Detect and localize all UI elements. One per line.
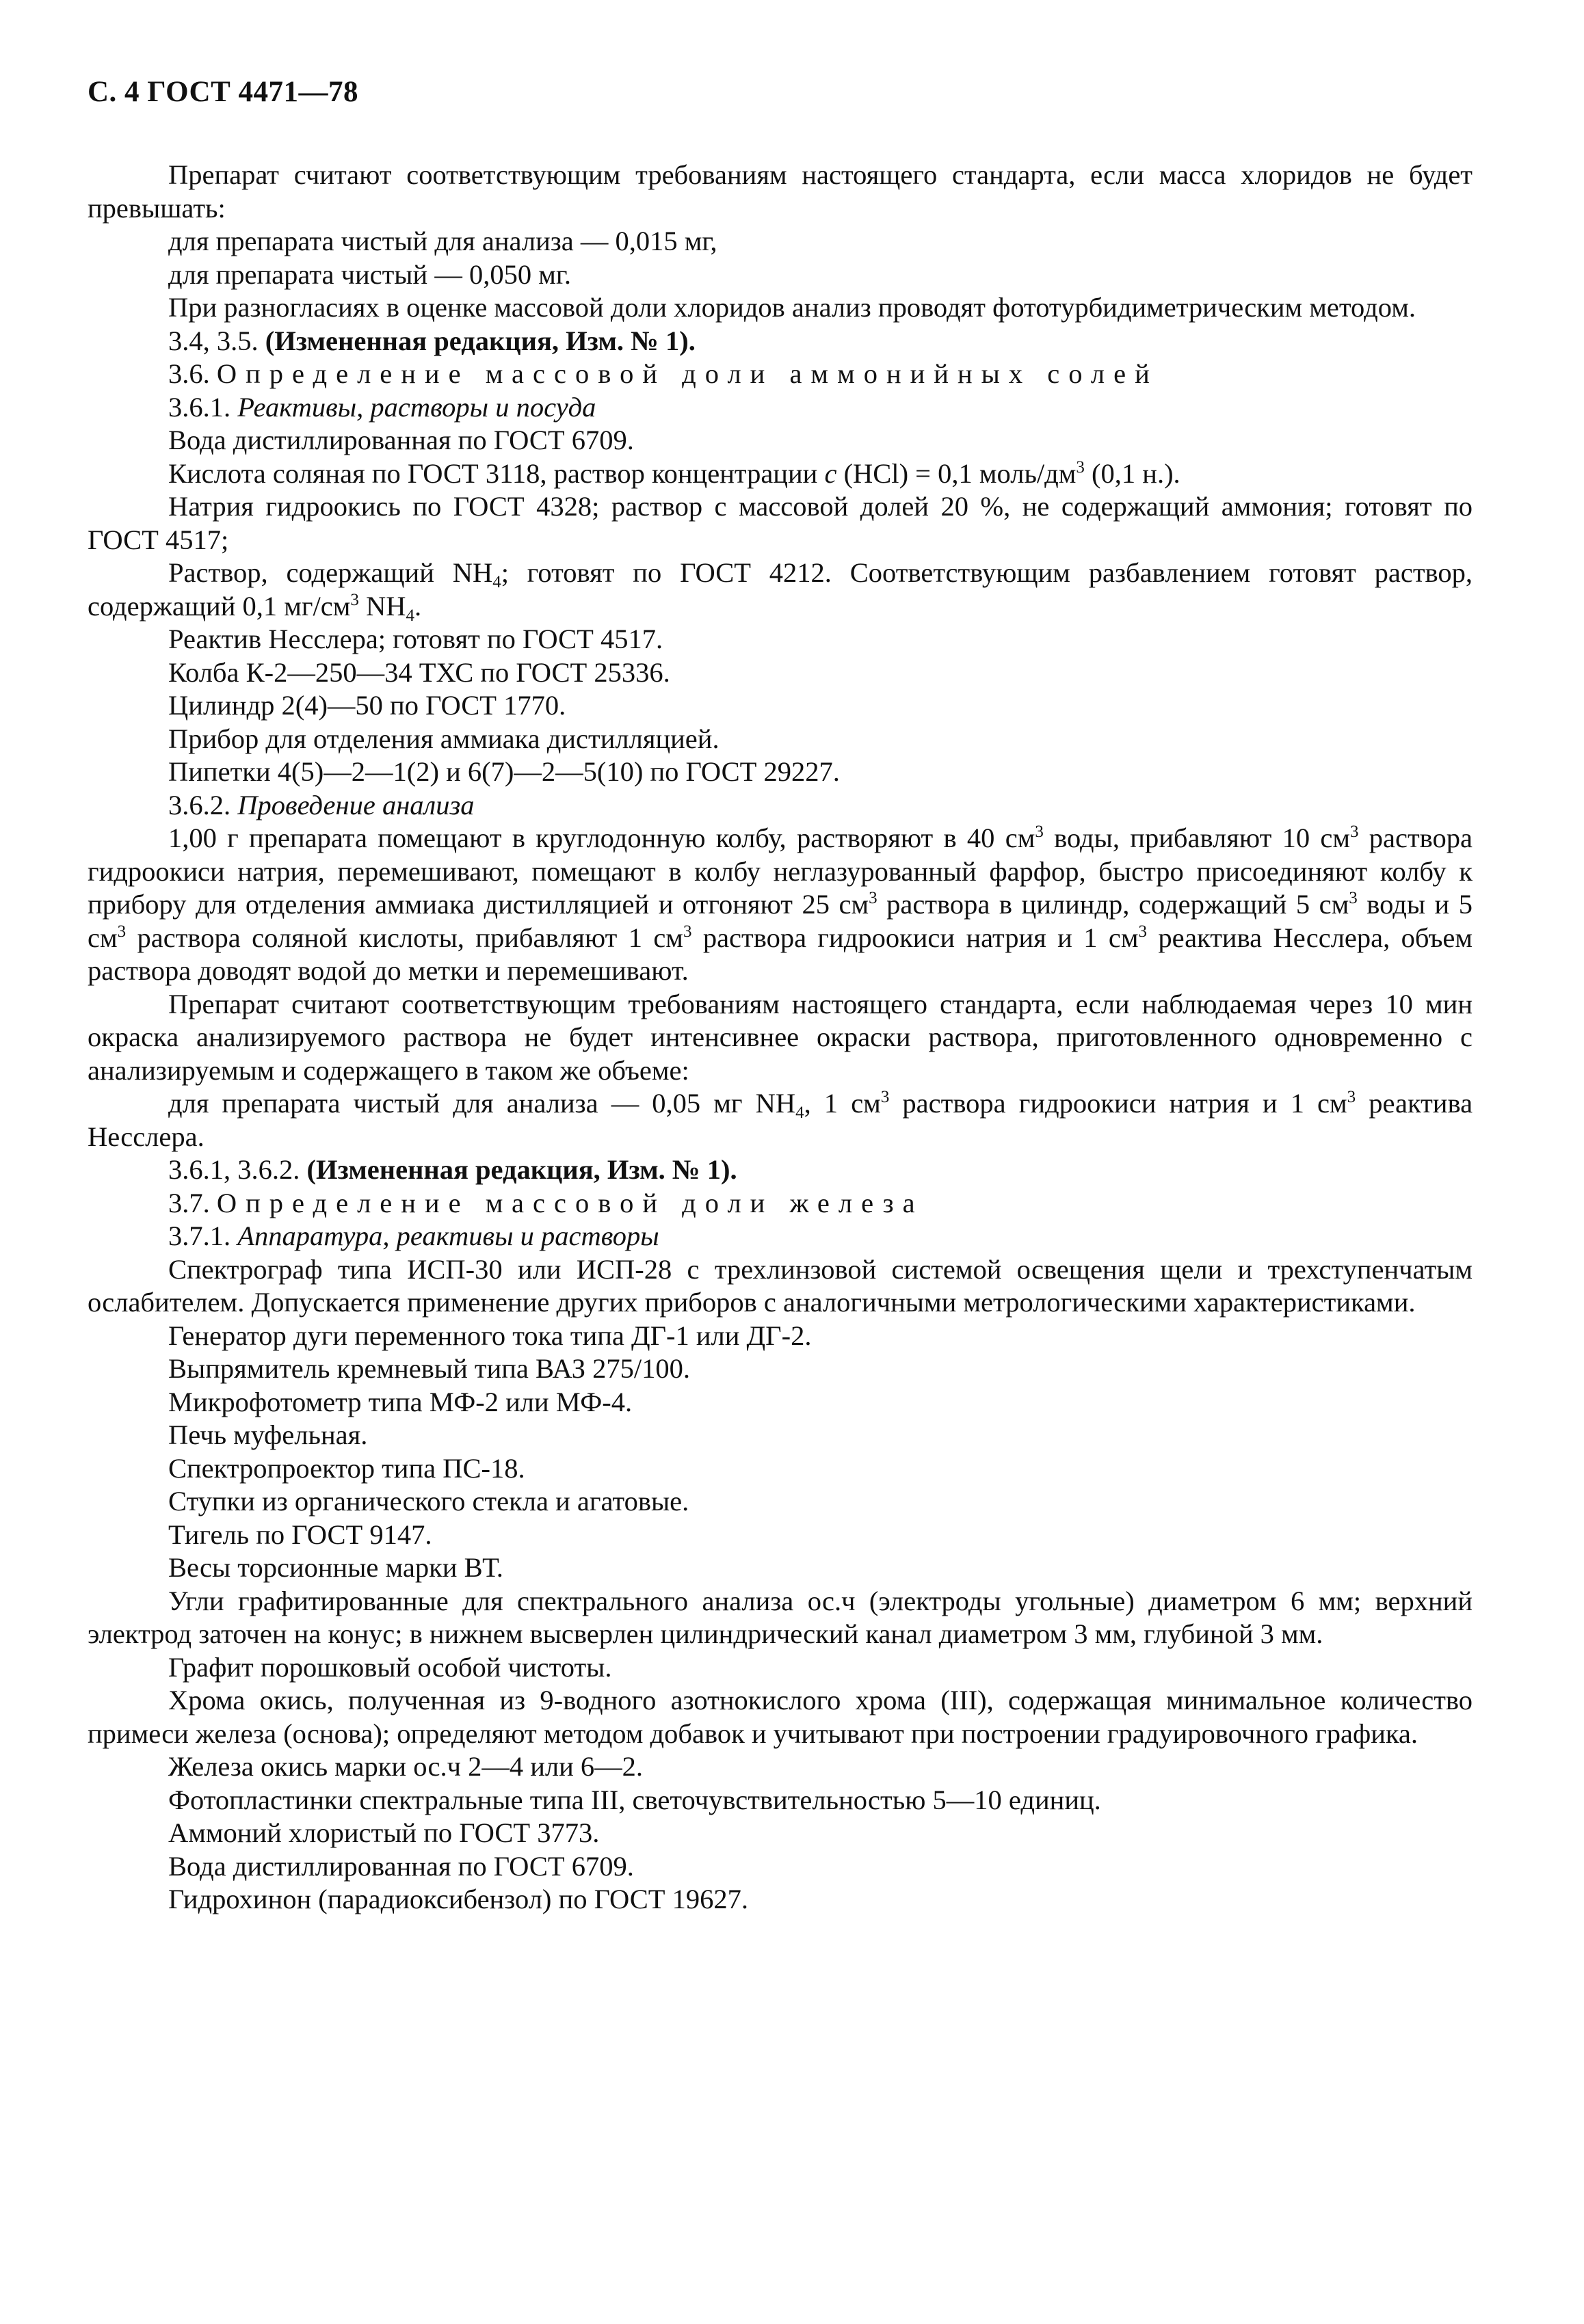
paragraph: Препарат считают соответствующим требованиям настоящего стандарта, если наблюдаемая через 10 мин окраска анализируемого раствора не будет интенсивнее окраски раствора, приготовленного одновременно с анализируемым и содержащего в таком же объеме: [88,988,1473,1086]
paragraph: для препарата чистый для анализа — 0,015 мг, [168,226,717,256]
subsection-heading: 3.7.1. Аппаратура, реактивы и растворы [168,1220,659,1251]
paragraph: Весы торсионные марки ВТ. [168,1552,503,1583]
section-heading: 3.6. Определение массовой доли аммонийных солей [168,358,1159,389]
paragraph: Фотопластинки спектральные типа III, светочувствительностью 5—10 единиц. [168,1784,1101,1815]
subsection-heading: 3.6.1. Реактивы, растворы и посуда [168,391,596,423]
paragraph: Спектрограф типа ИСП-30 или ИСП-28 с трехлинзовой системой освещения щели и трехступенчатым ослабителем. Допускается применение других приборов с аналогичными метрологическими характеристиками. [88,1253,1473,1318]
paragraph: Генератор дуги переменного тока типа ДГ-1 или ДГ-2. [168,1320,812,1351]
paragraph: Прибор для отделения аммиака дистилляцией. [168,723,720,754]
paragraph: Выпрямитель кремневый типа ВАЗ 275/100. [168,1353,691,1384]
paragraph: Колба К-2—250—34 ТХС по ГОСТ 25336. [168,656,670,688]
paragraph: Пипетки 4(5)—2—1(2) и 6(7)—2—5(10) по ГОСТ 29227. [168,756,840,787]
paragraph: Аммоний хлористый по ГОСТ 3773. [168,1817,600,1848]
paragraph: Цилиндр 2(4)—50 по ГОСТ 1770. [168,690,566,721]
paragraph: Натрия гидроокись по ГОСТ 4328; раствор с массовой долей 20 %, не содержащий аммония; готовят по ГОСТ 4517; [88,491,1473,555]
paragraph: Хрома окись, полученная из 9-водного азотнокислого хрома (III), содержащая минимальное количество примеси железа (основа); определяют методом добавок и учитывают при построении градуировочного графика. [88,1685,1473,1749]
paragraph: для препарата чистый — 0,050 мг. [168,258,571,290]
paragraph: Реактив Несслера; готовят по ГОСТ 4517. [168,624,663,654]
paragraph: Железа окись марки ос.ч 2—4 или 6—2. [168,1751,643,1782]
paragraph: Вода дистиллированная по ГОСТ 6709. [168,1850,634,1882]
section-heading: 3.7. Определение массовой доли железа [168,1187,924,1218]
paragraph: Тигель по ГОСТ 9147. [168,1519,432,1550]
paragraph: Печь муфельная. [168,1419,368,1450]
subsection-heading: 3.6.2. Проведение анализа [168,789,475,820]
paragraph: При разногласиях в оценке массовой доли хлоридов анализ проводят фототурбидиметрическим методом. [168,292,1416,323]
paragraph: Ступки из органического стекла и агатовые. [168,1486,689,1517]
page-header: С. 4 ГОСТ 4471—78 [88,76,359,108]
paragraph: Кислота соляная по ГОСТ 3118, раствор концентрации c (HCl) = 0,1 моль/$дм^3$ (0,1 н.). [168,457,1180,489]
paragraph: Вода дистиллированная по ГОСТ 6709. [168,425,634,455]
paragraph: для препарата чистый для анализа — 0,05 мг $NH_4$, 1 $см^3$ раствора гидроокиси натрия и 1 $см^3$ реактива Несслера. [88,1088,1473,1152]
paragraph: Раствор, содержащий $NH_4$; готовят по ГОСТ 4212. Соответствующим разбавлением готовят раствор, содержащий 0,1 $мг/см^3$ $NH_4$. [88,557,1473,625]
paragraph: Препарат считают соответствующим требованиям настоящего стандарта, если масса хлоридов не будет превышать: [88,159,1473,224]
paragraph: Графит порошковый особой чистоты. [168,1651,612,1683]
amendment-note: 3.4, 3.5. (Измененная редакция, Изм. № 1). [168,325,696,356]
paragraph: Гидрохинон (парадиоксибензол) по ГОСТ 19627. [168,1884,748,1914]
amendment-note: 3.6.1, 3.6.2. (Измененная редакция, Изм. № 1). [168,1154,737,1185]
document-body [88,159,1473,1916]
paragraph: Угли графитированные для спектрального анализа ос.ч (электроды угольные) диаметром 6 мм; верхний электрод заточен на конус; в нижнем высверлен цилиндрический канал диаметром 3 мм, глубиной 3 мм. [88,1585,1473,1649]
paragraph: Микрофотометр типа МФ-2 или МФ-4. [168,1386,633,1417]
paragraph: 1,00 г препарата помещают в круглодонную колбу, растворяют в 40 $см^3$ воды, прибавляют 10 $см^3$ раствора гидроокиси натрия, перемешивают, помещают в колбу неглазурованный фарфор, быстро присоединяют колбу к прибору для отделения аммиака дистилляцией и отгоняют 25 $см^3$ раствора в цилиндр, содержащий 5 $см^3$ воды и 5 $см^3$ раствора соляной кислоты, прибавляют 1 $см^3$ раствора гидроокиси натрия и 1 $см^3$ реактива Несслера, объем раствора доводят водой до метки и перемешивают. [88,823,1473,986]
paragraph: Спектропроектор типа ПС-18. [168,1452,525,1484]
